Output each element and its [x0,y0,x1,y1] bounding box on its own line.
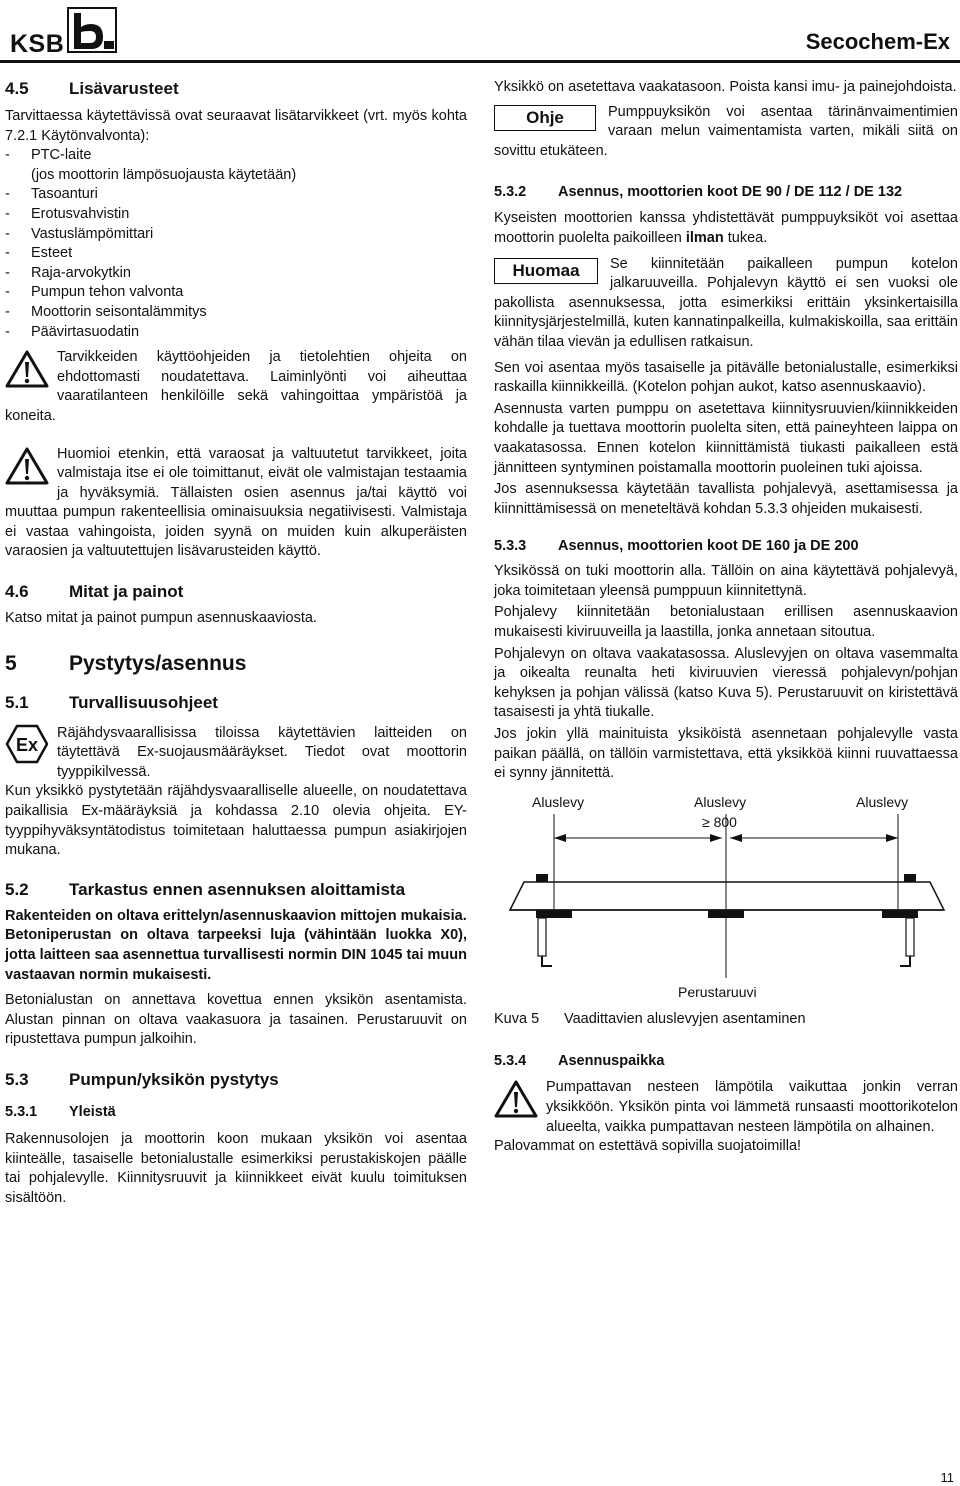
section-number: 5.3.3 [494,538,527,555]
right-column [494,78,958,1157]
huomaa-text: Se kiinnitetään paikalleen pumpun kotelon jalkaruuveilla. Pohjalevyn käyttö ei sen vuoksi ole pakollista asennuksessa, jotta esimerkiksi erittäin yksinkertaisilla kiinnitysjärjestelmillä, kuten kannatinpalkeilla, kulmakiskoilla, saa erittäin vähän tilaa vievän ja edullisen ratkaisun. [494,255,958,350]
warning-triangle-icon [494,1080,538,1118]
section-5-3-2-p3: Asennusta varten pumppu on asetettava kiinnitysruuvien/kiinnikkeiden kohdalle ja tuettava moottorin puolelta siten, että paineyhteen laippa on vaakatasossa. Ennen kotelon kiinnittämistä tiukasti paikalleen estä jännitteen syntyminen poistamalla moottorin puoleinen tuki ajoissa. [494,400,958,476]
section-number: 5.3 [5,1069,29,1089]
emphasis-text: ilman [685,229,724,246]
section-5-2-bold-2: Betoniperustan on oltava tarpeeksi luja (vähintään luokka X0), jotta laitteen saa asennettua turvallisesti normin DIN 1045 tai muun vastaavan normin mukaisesti. [5,927,467,983]
section-number: 4.6 [5,582,29,602]
warning-triangle-icon [5,447,49,485]
page-header [0,0,960,64]
accessory-list [5,146,467,342]
ohje-note [494,103,958,162]
section-title: Asennus, moottorien koot DE 160 ja DE 200 [558,538,859,555]
section-5-3-2-p1 [494,209,958,248]
bolt-right [906,918,914,956]
ex-block [5,724,467,783]
ohje-label: Ohje [494,105,596,131]
warning-block-accessories [5,348,467,426]
section-title: Yleistä [69,1103,116,1120]
section-5-2-heading [5,879,467,901]
section-number: 5.3.1 [5,1103,38,1120]
logo-text: KSB [10,30,65,58]
section-5-3-1-text: Rakennusolojen ja moottorin koon mukaan yksikön voi asentaa kiinteälle, tasaiselle betonialustalle esimerkiksi perustakiskojen päälle tai pohjalevylle. Kiinnitysruuvit ja kiinnikkeet eivät kuulu toimituksen sisältöön. [5,1130,467,1206]
shim-label-middle: Aluslevy [694,793,747,810]
warning-text: Tarvikkeiden käyttöohjeiden ja tietolehtien ohjeita on ehdottomasti noudatettava. Laiminlyönti voi aiheuttaa vaaratilanteen henkilöille sekä vahingoittaa ympäristöä ja koneita. [5,349,467,424]
shim-left [536,910,572,918]
section-title: Lisävarusteet [69,79,179,98]
text-run: Kyseisten moottorien kanssa yhdistettävät pumppuyksiköt voi asettaa moottorin puolelta paikoilleen [494,210,958,246]
section-5-3-2-p4: Jos asennuksessa käytetään tavallista pohjalevyä, asettamisessa ja kiinnittämisessä on meneteltävä kohdan 5.3.3 ohjeiden mukaisesti. [494,481,958,517]
section-5-3-4-heading [494,1051,958,1071]
section-number: 5.1 [5,692,29,712]
ohje-text: Pumppuyksikön voi asentaa tärinänvaimentimien varaan melun vaimentamista varten, mikäli siitä on sovittu etukäteen. [494,103,958,159]
section-5-3-3-p3: Pohjalevyn on oltava vaakatasossa. Aluslevyjen on oltava vasemmalta ja oikealta reunalta heti kiviruuvien vieressä pohjalevyn/pohjan kehyksen ja pohjan välissä (katso Kuva 5). Perustaruuvit on kiristettävä tasaisesti ja yhtä tiukalle. [494,645,958,721]
huomaa-note [494,255,958,353]
left-column [5,78,467,1208]
list-item: - Raja-arvokytkin [5,264,467,284]
section-5-3-heading [5,1069,467,1091]
shim-label-left: Aluslevy [532,793,585,810]
warning-text: Pumpattavan nesteen lämpötila vaikuttaa jonkin verran yksikköön. Yksikön pinta voi lämmetä runsaasti moottorikotelon alueelta, vaikka pumpattavan nesteen lämpötila on alhainen. [546,1079,958,1135]
section-title: Pumpun/yksikön pystytys [69,1069,279,1089]
list-item: - Pumpun tehon valvonta [5,283,467,303]
page-number: 11 [940,1470,954,1485]
warning-block-spare-parts [5,445,467,563]
section-4-6-text: Katso mitat ja painot pumpun asennuskaaviosta. [5,610,317,627]
warning-block-heat [494,1078,958,1137]
list-item: - Esteet [5,244,467,264]
warning-triangle-icon [5,350,49,388]
text-run: tukea. [723,229,768,246]
section-4-5-intro: Tarvittaessa käytettävissä ovat seuraavat lisätarvikkeet (vrt. myös kohta 7.2.1 Käytönvalvonta): [5,108,467,144]
shim-right [882,910,918,918]
section-number: 4.5 [5,79,29,98]
section-title: Asennus, moottorien koot DE 90 / DE 112 / DE 132 [558,184,903,201]
list-item: - Moottorin seisontalämmitys [5,303,467,323]
chapter-number: 5 [5,651,17,675]
header-rule [0,60,960,63]
base-plate-shape [510,882,944,910]
section-title: Turvallisuusohjeet [69,692,218,712]
ksb-logo [5,4,117,58]
list-item: - Tasoanturi [5,185,467,205]
bolt-left [538,918,546,956]
section-5-2-bold-1: Rakenteiden on oltava erittelyn/asennuskaavion mittojen mukaisia. [5,907,467,924]
list-item: - Vastuslämpömittari [5,225,467,245]
chapter-5-heading [5,651,467,677]
list-item: (jos moottorin lämpösuojausta käytetään) [31,166,297,183]
section-4-6-heading [5,581,467,603]
section-number: 5.3.2 [494,184,527,201]
shim-label-right: Aluslevy [856,793,909,810]
caption-text: Vaadittavien aluslevyjen asentaminen [564,1010,806,1027]
figure-5-shim-diagram [494,793,958,1013]
caption-number: Kuva 5 [494,1010,540,1027]
section-title: Tarkastus ennen asennuksen aloittamista [69,879,406,899]
ex-hexagon-icon [5,724,49,764]
ksb-b-logo-icon [67,7,117,53]
section-5-1-text: Kun yksikkö pystytetään räjähdysvaaralliselle alueelle, on noudatettava paikallisia Ex-määräyksiä ja kohdassa 2.10 olevia ohjeita. EY-tyyppihyväksyntätodistus toimitetaan haluttaessa pumpun asiakirjojen mukana. [5,783,467,859]
section-5-3-3-p4: Jos jokin yllä mainituista yksiköistä asennetaan pohjalevylle vasta paikan päällä, on tällöin varmistettava, että yksikköä kiinni ruuvattaessa ei synny jännitettä. [494,726,958,782]
warning-text: Huomioi etenkin, että varaosat ja valtuutetut tarvikkeet, joita valmistaja itse ei ole toimittanut, eivät ole valmistajan testaamia ja hyväksymiä. Tällaisten osien asennus ja/tai käyttö voi muuttaa pumpun rakenteellisia ominaisuuksia negatiivisesti. Valmistaja ei vastaa vahingoista, joiden syynä on muiden kuin alkuperäisten varaosien ja valtuutettujen lisävarusteiden käyttö. [5,445,467,560]
section-5-3-2-heading [494,182,958,202]
svg-text:Ex: Ex [15,734,39,755]
burn-protection-text: Palovammat on estettävä sopivilla suojatoimilla! [494,1138,802,1155]
section-title: Asennuspaikka [558,1053,665,1070]
section-5-1-heading [5,692,467,714]
section-5-3-3-p1: Yksikössä on tuki moottorin alla. Tällöin on aina käytettävä pohjalevyä, joka toimitetaan yleensä pumppuun kiinnitettynä. [494,563,958,599]
list-item: - Päävirtasuodatin [5,323,467,343]
list-item: - PTC-laite [5,146,467,166]
right-intro: Yksikkö on asetettava vaakatasoon. Poista kansi imu- ja painejohdoista. [494,79,957,95]
list-item: - Erotusvahvistin [5,205,467,225]
section-5-3-3-p2: Pohjalevy kiinnitetään betonialustaan erillisen asennuskaavion mukaisesti kiviruuveilla ja laastilla, jonka annetaan sitoutua. [494,604,958,641]
section-number: 5.2 [5,879,29,899]
chapter-title: Pystytys/asennus [69,651,247,675]
section-5-3-1-heading [5,1102,467,1122]
shim-middle [708,910,744,918]
section-title: Mitat ja painot [69,582,184,602]
section-4-5-heading [5,78,467,100]
section-5-3-3-heading [494,536,958,556]
huomaa-label: Huomaa [494,258,598,284]
bolt-label: Perustaruuvi [678,983,757,1000]
dimension-label: ≥ 800 [702,813,737,830]
ex-text: Räjähdysvaarallisissa tiloissa käytettävien laitteiden on täytettävä Ex-suojausmääräykset. Tiedot ovat moottorin tyyppikilvessä. [57,724,467,780]
section-number: 5.3.4 [494,1053,527,1070]
section-5-2-text: Betonialustan on annettava kovettua ennen yksikön asentamista. Alustan pinnan on oltava vaakasuora ja tasainen. Perustaruuvit on ripustettava pumpun jalkoihin. [5,992,467,1048]
product-name: Secochem-Ex [805,29,950,54]
section-5-3-2-p2: Sen voi asentaa myös tasaiselle ja pitävälle betonialustalle, esimerkiksi raskailla kiinnikkeillä. (Kotelon pohjan aukot, katso asennuskaavio). [494,359,958,396]
